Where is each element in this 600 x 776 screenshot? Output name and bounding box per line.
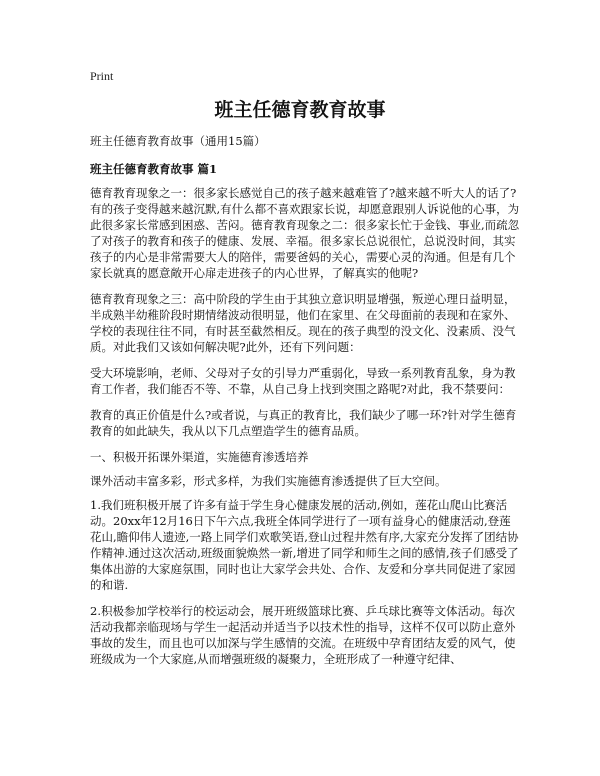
paragraph-4: 教育的真正价值是什么?或者说，与真正的教育比，我们缺少了哪一环?针对学生德育教育的如此缺失，我从以下几点塑造学生的德育品质。 <box>90 408 517 438</box>
paragraph-6: 课外活动丰富多彩，形式多样，为我们实施德育渗透提供了巨大空间。 <box>90 474 447 488</box>
paragraph-2: 德育教育现象之三：高中阶段的学生由于其独立意识明显增强，叛逆心理日益明显，半成熟半幼稚阶段时期情绪波动很明显，他们在家里、在父母面前的表现和在家外、学校的表现往往不同，有时甚至截然相反。现在的孩子典型的没文化、没素质、没气质。对此我们又该如何解决呢?此外，还有下列问题： <box>90 292 516 354</box>
paragraph-3: 受大环境影响，老师、父母对子女的引导力严重弱化，导致一系列教育乱象，身为教育工作者，我们能否不等、不靠，从自己身上找到突围之路呢?对此，我不禁要问： <box>90 366 516 396</box>
paragraph-1: 德育教育现象之一：很多家长感觉自己的孩子越来越难管了?越来越不听大人的话了?有的孩子变得越来越沉默,有什么都不喜欢跟家长说，却愿意跟别人诉说他的心事，为此很多家长常感到困惑、苦闷。德育教育现象之二：很多家长忙于金钱、事业,而疏忽了对孩子的教育和孩子的健康、发展、幸福。很多家长总说很忙，总说没时间，其实孩子的内心是非常需要大人的陪伴，需要爸妈的关心，需要心灵的沟通。但是有几个家长就真的愿意敞开心扉走进孩子的内心世界，了解真实的他呢? <box>90 186 520 280</box>
print-link[interactable]: Print <box>90 69 114 83</box>
document-content <box>90 133 520 677</box>
paragraph-7: 1.我们班积极开展了许多有益于学生身心健康发展的活动,例如，莲花山爬山比赛活动。20xx年12月16日下午六点,我班全体同学进行了一项有益身心的健康活动,登莲花山,瞻仰伟人遗迹,一路上同学们欢歌笑语,登山过程井然有序,大家充分发挥了团结协作精神.通过这次活动,班级面貌焕然一新,增进了同学和师生之间的感情,孩子们感受了集体出游的大家庭氛围，同时也让大家学会共处、合作、友爱和分享共同促进了家园的和谐. <box>90 498 519 592</box>
section-heading: 班主任德育教育故事 篇1 <box>90 162 218 176</box>
document-subtitle: 班主任德育教育故事（通用15篇） <box>90 134 266 148</box>
paragraph-8: 2.积极参加学校举行的校运动会，展开班级篮球比赛、乒乓球比赛等文体活动。每次活动我都亲临现场与学生一起活动并适当予以技术性的指导，这样不仅可以防止意外事故的发生，而且也可以加深与学生感情的交流。在班级中孕育团结友爱的风气，使班级成为一个大家庭,从而增强班级的凝聚力，全班形成了一种遵守纪律、 <box>90 604 516 666</box>
paragraph-5: 一、积极开拓课外渠道，实施德育渗透培养 <box>90 450 309 464</box>
document-title: 班主任德育教育故事 <box>214 99 386 121</box>
